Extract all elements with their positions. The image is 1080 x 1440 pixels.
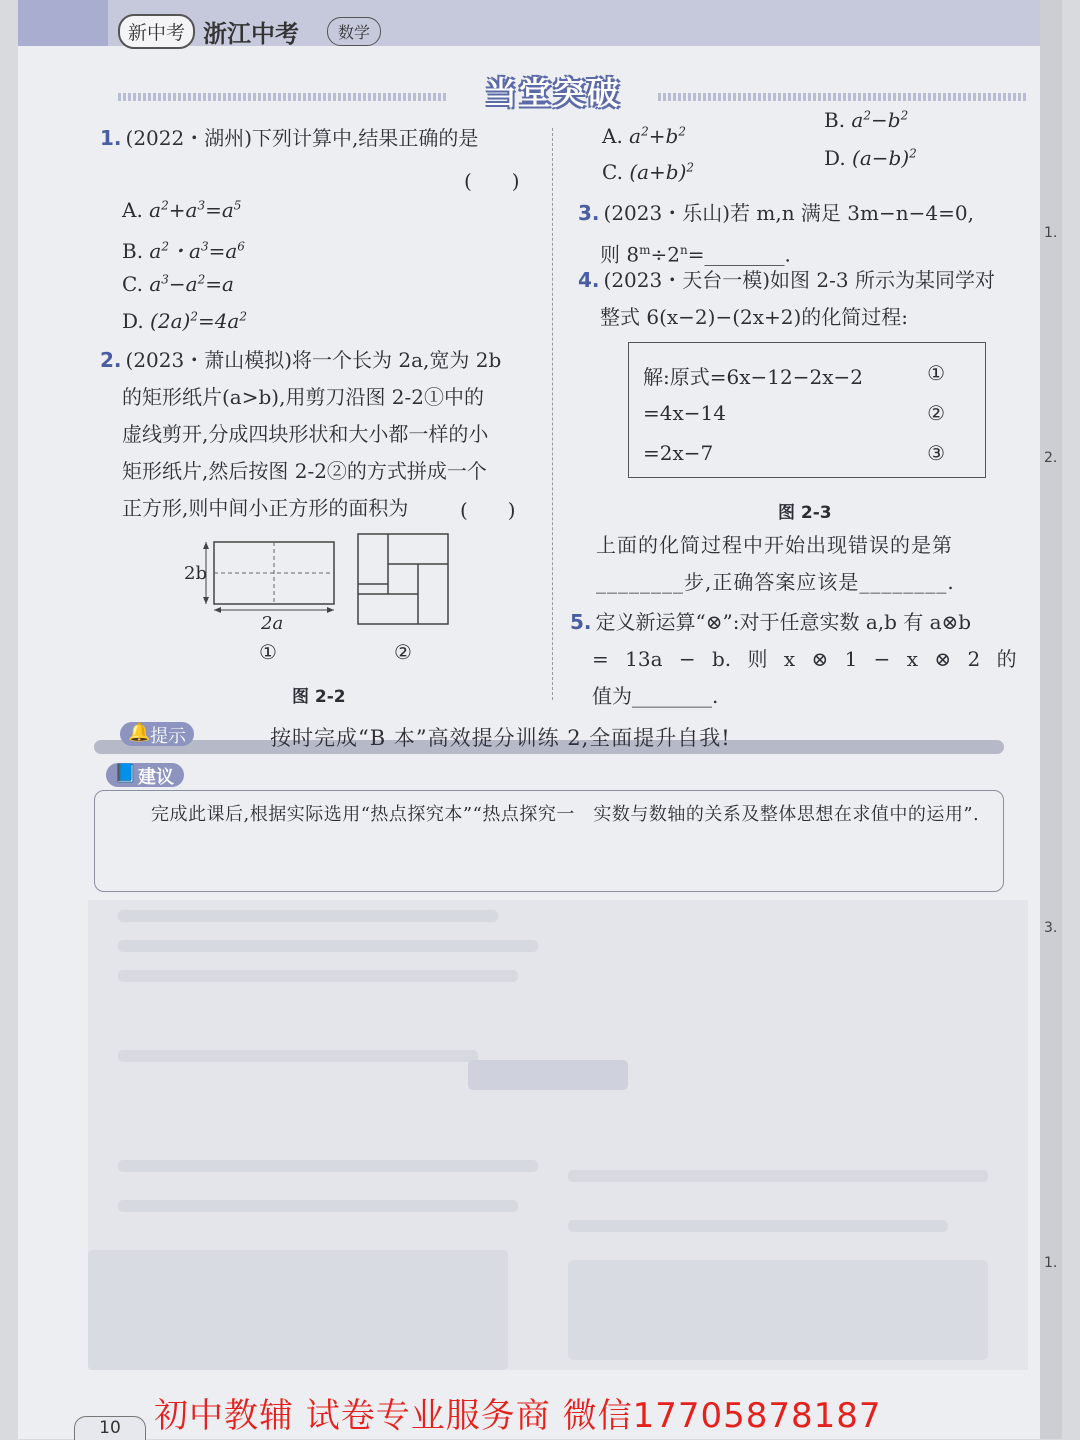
column-divider xyxy=(552,128,553,700)
solution-steps-box xyxy=(628,342,986,478)
tip-badge xyxy=(120,722,194,746)
question-line: 定义新运算“⊗”:对于任意实数 a,b 有 a⊗b xyxy=(595,610,972,634)
solution-step-1: 解:原式=6x−12−2x−2 xyxy=(643,365,863,389)
figure-2-2-caption: 图 2-2 xyxy=(292,687,346,707)
question-line: 矩形纸片,然后按图 2-2②的方式拼成一个 xyxy=(122,459,487,483)
series-logo: 新中考 xyxy=(118,14,195,49)
figure-2-square xyxy=(358,534,448,624)
question-line: 正方形,则中间小正方形的面积为 xyxy=(122,496,409,520)
watermark-text: 初中教辅 试卷专业服务商 微信17705878187 xyxy=(154,1396,882,1436)
solution-step-3: =2x−7 xyxy=(643,441,714,465)
suggestion-box xyxy=(94,790,1004,892)
tip-text: 按时完成“B 本”高效提分训练 2,全面提升自我! xyxy=(270,726,731,750)
series-title: 浙江中考 xyxy=(203,20,300,48)
question-1-option-d: D. $(2a)^2=4a^2$ xyxy=(122,309,247,333)
question-4 xyxy=(578,262,995,336)
question-number: 2. xyxy=(100,348,122,372)
subject-tag: 数学 xyxy=(327,17,381,46)
figure-sub-label-1: ① xyxy=(259,640,277,664)
question-2-option-d: D. $(a-b)^2$ xyxy=(824,146,917,170)
figure-1-rectangle xyxy=(203,542,334,613)
question-line: ________步,正确答案应该是________. xyxy=(596,570,955,594)
figure-label-2b: 2b xyxy=(184,563,207,584)
page-number: 10 xyxy=(74,1416,146,1440)
question-line: 虚线剪开,分成四块形状和大小都一样的小 xyxy=(122,422,489,446)
question-1-option-a: A. $a^2+a^3=a^5$ xyxy=(122,198,242,222)
brand xyxy=(118,14,381,49)
figure-sub-label-2: ② xyxy=(394,640,412,664)
question-line: 则 $8^m\div 2^n=\_\_\_\_\_\_\_\_$. xyxy=(600,242,791,267)
question-line: (2023・天台一模)如图 2-3 所示为某同学对 xyxy=(603,268,995,292)
banner-rule-right xyxy=(658,93,1028,101)
question-number: 4. xyxy=(578,268,600,292)
textbook-page xyxy=(18,0,1058,1439)
adjacent-page-edge xyxy=(1040,0,1062,1439)
question-1-option-c: C. $a^3-a^2=a$ xyxy=(122,272,234,296)
question-5 xyxy=(570,604,1017,715)
book-icon: 📘 xyxy=(114,763,137,784)
edge-mark: 3. xyxy=(1044,920,1058,936)
question-line: (2023・乐山)若 m,n 满足 3m−n−4=0, xyxy=(603,201,974,225)
step-mark-2: ② xyxy=(927,401,945,425)
answer-paren-1: ( ) xyxy=(464,169,520,193)
question-2-option-a: A. $a^2+b^2$ xyxy=(602,124,686,148)
suggestion-badge xyxy=(106,763,184,787)
question-text: (2022・湖州)下列计算中,结果正确的是 xyxy=(125,126,479,150)
question-line: = 13a − b. 则 x ⊗ 1 − x ⊗ 2 的 xyxy=(592,647,1017,671)
banner-rule-left xyxy=(118,93,448,101)
suggestion-label: 建议 xyxy=(138,767,174,788)
question-1-stem xyxy=(100,120,478,157)
question-line: 整式 6(x−2)−(2x+2)的化简过程: xyxy=(600,305,909,329)
edge-mark: 1. xyxy=(1044,225,1058,241)
edge-mark: 1. xyxy=(1044,1255,1058,1271)
step-mark-3: ③ xyxy=(927,441,945,465)
solution-step-2: =4x−14 xyxy=(643,401,726,425)
section-title: 当堂突破 xyxy=(484,74,621,112)
edge-mark: 2. xyxy=(1044,450,1058,466)
question-number: 3. xyxy=(578,201,600,225)
bell-icon: 🔔 xyxy=(128,722,151,743)
figure-2-3-caption: 图 2-3 xyxy=(778,503,832,523)
question-2-option-b: B. $a^2-b^2$ xyxy=(824,108,909,132)
tip-bar xyxy=(94,722,1004,758)
faded-page-area xyxy=(88,900,1028,1370)
question-4-followup xyxy=(596,527,955,601)
question-line: 的矩形纸片(a>b),用剪刀沿图 2-2①中的 xyxy=(122,385,485,409)
suggestion-text: 完成此课后,根据实际选用“热点探究本”“热点探究一 实数与数轴的关系及整体思想在求值中的运用”. xyxy=(151,804,980,825)
figure-label-2a: 2a xyxy=(261,613,284,634)
page-header xyxy=(18,0,1058,58)
section-banner xyxy=(448,70,658,112)
question-number: 5. xyxy=(570,610,592,634)
question-line: 值为________. xyxy=(592,684,719,708)
step-mark-1: ① xyxy=(927,361,945,385)
tip-label: 提示 xyxy=(150,726,186,747)
answer-paren-2: ( ) xyxy=(460,498,516,522)
question-line: (2023・萧山模拟)将一个长为 2a,宽为 2b xyxy=(125,348,502,372)
question-1-option-b: B. $a^2$・$a^3=a^6$ xyxy=(122,239,245,263)
question-line: 上面的化简过程中开始出现错误的是第 xyxy=(596,533,953,557)
question-number: 1. xyxy=(100,126,122,150)
figure-2-2 xyxy=(178,530,458,650)
question-2-option-c: C. $(a+b)^2$ xyxy=(602,160,695,184)
